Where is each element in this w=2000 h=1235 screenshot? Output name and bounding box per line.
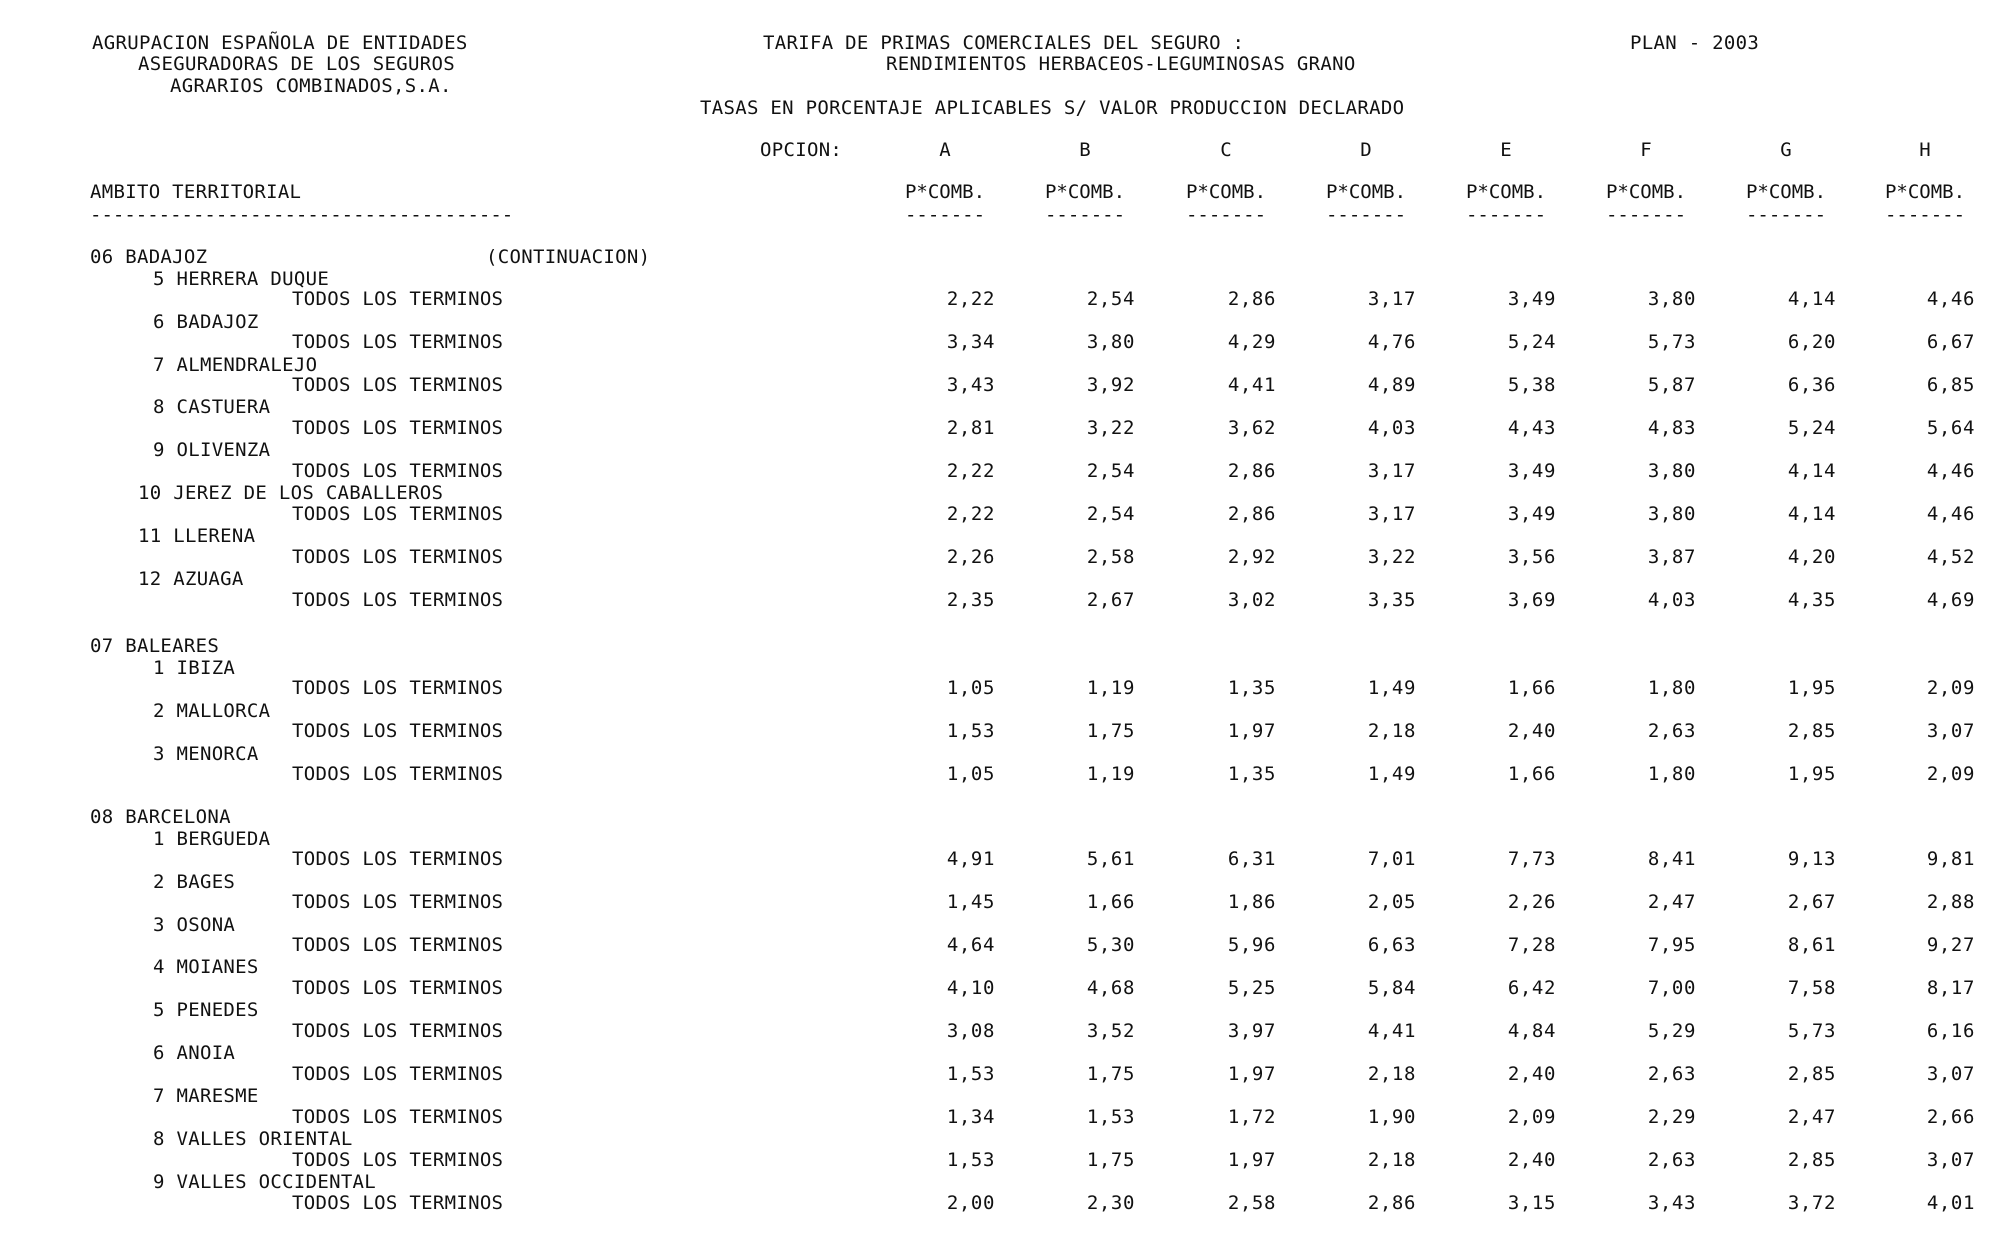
rate-cell: 2,66 bbox=[1926, 1105, 1975, 1128]
column-header-pcomb: P*COMB. bbox=[904, 181, 986, 203]
comarca-name: 7 ALMENDRALEJO bbox=[153, 353, 318, 376]
rate-cell: 6,67 bbox=[1926, 331, 1975, 354]
rate-cell: 3,07 bbox=[1926, 1062, 1975, 1085]
comarca-name: 2 BAGES bbox=[153, 870, 236, 893]
rate-cell: 4,14 bbox=[1787, 460, 1836, 482]
column-header-pcomb: P*COMB. bbox=[1884, 181, 1966, 203]
rate-cell: 2,29 bbox=[1647, 1105, 1696, 1128]
terms-label: TODOS LOS TERMINOS bbox=[292, 1062, 504, 1085]
column-underline: ------- bbox=[1884, 204, 1966, 226]
rate-cell: 2,05 bbox=[1367, 891, 1416, 914]
option-b-header: B bbox=[1079, 139, 1091, 161]
terms-label: TODOS LOS TERMINOS bbox=[292, 417, 504, 440]
plan-label: PLAN - 2003 bbox=[1630, 32, 1760, 54]
terms-label: TODOS LOS TERMINOS bbox=[292, 934, 504, 957]
rate-cell: 5,24 bbox=[1507, 331, 1556, 354]
terms-label: TODOS LOS TERMINOS bbox=[292, 891, 504, 914]
province-heading: 07 BALEARES bbox=[90, 635, 220, 657]
terms-label: TODOS LOS TERMINOS bbox=[292, 720, 504, 743]
document-title: TARIFA DE PRIMAS COMERCIALES DEL SEGURO : bbox=[763, 32, 1245, 54]
rate-cell: 3,07 bbox=[1926, 1148, 1975, 1171]
rate-cell: 2,85 bbox=[1787, 720, 1836, 743]
rate-cell: 5,73 bbox=[1647, 331, 1696, 354]
rate-cell: 1,53 bbox=[946, 1062, 995, 1085]
comarca-name: 3 MENORCA bbox=[153, 742, 259, 765]
document-subtitle: TASAS EN PORCENTAJE APLICABLES S/ VALOR PRODUCCION DECLARADO bbox=[700, 97, 1405, 119]
rate-cell: 4,03 bbox=[1367, 417, 1416, 440]
rate-cell: 8,41 bbox=[1647, 848, 1696, 871]
comarca-name: 3 OSONA bbox=[153, 913, 236, 936]
rate-cell: 3,07 bbox=[1926, 720, 1975, 743]
rate-cell: 4,64 bbox=[946, 934, 995, 957]
column-underline: ------- bbox=[1044, 204, 1126, 226]
rate-cell: 5,24 bbox=[1787, 417, 1836, 440]
column-underline: ------- bbox=[1745, 204, 1827, 226]
rate-cell: 1,75 bbox=[1086, 1062, 1135, 1085]
column-header-pcomb: P*COMB. bbox=[1745, 181, 1827, 203]
terms-label: TODOS LOS TERMINOS bbox=[292, 763, 504, 786]
rate-cell: 6,36 bbox=[1787, 374, 1836, 397]
rate-cell: 6,85 bbox=[1926, 374, 1975, 397]
comarca-name: 5 PENEDES bbox=[153, 999, 259, 1022]
rate-cell: 4,14 bbox=[1787, 288, 1836, 311]
rate-cell: 1,66 bbox=[1086, 891, 1135, 914]
rate-cell: 1,35 bbox=[1227, 763, 1276, 786]
rate-cell: 3,80 bbox=[1647, 288, 1696, 311]
org-name-line1: AGRUPACION ESPAÑOLA DE ENTIDADES bbox=[92, 32, 468, 54]
rate-cell: 2,58 bbox=[1227, 1191, 1276, 1214]
comarca-name: 6 BADAJOZ bbox=[153, 310, 259, 333]
rate-cell: 4,10 bbox=[946, 977, 995, 1000]
rate-cell: 4,83 bbox=[1647, 417, 1696, 440]
rate-cell: 2,86 bbox=[1227, 502, 1276, 525]
rate-cell: 4,84 bbox=[1507, 1020, 1556, 1042]
terms-label: TODOS LOS TERMINOS bbox=[292, 848, 504, 871]
rate-cell: 1,95 bbox=[1787, 763, 1836, 786]
column-underline: ------- bbox=[1185, 204, 1267, 226]
province-heading: 08 BARCELONA bbox=[90, 806, 231, 828]
rate-cell: 2,54 bbox=[1086, 288, 1135, 311]
option-g-header: G bbox=[1780, 139, 1792, 161]
option-e-header: E bbox=[1500, 139, 1512, 161]
rate-cell: 2,09 bbox=[1926, 677, 1975, 700]
rate-cell: 6,16 bbox=[1926, 1020, 1975, 1042]
terms-label: TODOS LOS TERMINOS bbox=[292, 677, 504, 700]
rate-cell: 9,27 bbox=[1926, 934, 1975, 957]
comarca-name: 1 BERGUEDA bbox=[153, 827, 271, 850]
terms-label: TODOS LOS TERMINOS bbox=[292, 460, 504, 482]
comarca-name: 5 HERRERA DUQUE bbox=[153, 267, 330, 290]
rate-cell: 3,80 bbox=[1647, 460, 1696, 482]
rate-cell: 2,63 bbox=[1647, 1148, 1696, 1171]
rate-cell: 2,22 bbox=[946, 460, 995, 482]
rate-cell: 5,25 bbox=[1227, 977, 1276, 1000]
rate-cell: 1,97 bbox=[1227, 1062, 1276, 1085]
rate-cell: 2,26 bbox=[946, 545, 995, 568]
rate-cell: 5,38 bbox=[1507, 374, 1556, 397]
rate-cell: 7,73 bbox=[1507, 848, 1556, 871]
rate-cell: 4,35 bbox=[1787, 588, 1836, 611]
rate-cell: 4,29 bbox=[1227, 331, 1276, 354]
rate-cell: 2,40 bbox=[1507, 1062, 1556, 1085]
rate-cell: 3,17 bbox=[1367, 460, 1416, 482]
rate-cell: 7,28 bbox=[1507, 934, 1556, 957]
terms-label: TODOS LOS TERMINOS bbox=[292, 502, 504, 525]
rate-cell: 3,17 bbox=[1367, 288, 1416, 311]
comarca-name: 9 OLIVENZA bbox=[153, 439, 271, 462]
rate-cell: 5,96 bbox=[1227, 934, 1276, 957]
column-underline: ------- bbox=[1325, 204, 1407, 226]
option-h-header: H bbox=[1919, 139, 1931, 161]
rate-cell: 1,53 bbox=[946, 720, 995, 743]
rate-cell: 4,41 bbox=[1227, 374, 1276, 397]
rate-cell: 2,54 bbox=[1086, 502, 1135, 525]
terms-label: TODOS LOS TERMINOS bbox=[292, 1191, 504, 1214]
rate-cell: 1,05 bbox=[946, 677, 995, 700]
rate-cell: 1,49 bbox=[1367, 763, 1416, 786]
rate-cell: 6,31 bbox=[1227, 848, 1276, 871]
rate-cell: 6,20 bbox=[1787, 331, 1836, 354]
rate-cell: 3,49 bbox=[1507, 460, 1556, 482]
rate-cell: 9,81 bbox=[1926, 848, 1975, 871]
terms-label: TODOS LOS TERMINOS bbox=[292, 374, 504, 397]
rate-cell: 6,42 bbox=[1507, 977, 1556, 1000]
rate-cell: 2,86 bbox=[1367, 1191, 1416, 1214]
org-name-line2: ASEGURADORAS DE LOS SEGUROS bbox=[138, 53, 455, 75]
rate-cell: 7,01 bbox=[1367, 848, 1416, 871]
ambito-territorial-header: AMBITO TERRITORIAL bbox=[90, 181, 302, 203]
rate-cell: 2,63 bbox=[1647, 1062, 1696, 1085]
rate-cell: 2,67 bbox=[1787, 891, 1836, 914]
rate-cell: 3,43 bbox=[1647, 1191, 1696, 1214]
rate-cell: 1,45 bbox=[946, 891, 995, 914]
rate-cell: 3,02 bbox=[1227, 588, 1276, 611]
rate-cell: 1,66 bbox=[1507, 677, 1556, 700]
rate-cell: 3,56 bbox=[1507, 545, 1556, 568]
rate-cell: 1,86 bbox=[1227, 891, 1276, 914]
rate-cell: 1,75 bbox=[1086, 720, 1135, 743]
rate-cell: 6,63 bbox=[1367, 934, 1416, 957]
column-header-pcomb: P*COMB. bbox=[1325, 181, 1407, 203]
rate-cell: 3,69 bbox=[1507, 588, 1556, 611]
rate-cell: 4,46 bbox=[1926, 502, 1975, 525]
rate-cell: 2,47 bbox=[1787, 1105, 1836, 1128]
rate-cell: 4,20 bbox=[1787, 545, 1836, 568]
rate-cell: 4,43 bbox=[1507, 417, 1556, 440]
terms-label: TODOS LOS TERMINOS bbox=[292, 977, 504, 1000]
rate-cell: 8,17 bbox=[1926, 977, 1975, 1000]
rate-cell: 1,05 bbox=[946, 763, 995, 786]
org-name-line3: AGRARIOS COMBINADOS,S.A. bbox=[170, 75, 452, 97]
rate-cell: 2,00 bbox=[946, 1191, 995, 1214]
rate-cell: 3,92 bbox=[1086, 374, 1135, 397]
rate-cell: 5,61 bbox=[1086, 848, 1135, 871]
rate-cell: 2,22 bbox=[946, 288, 995, 311]
rate-cell: 3,49 bbox=[1507, 288, 1556, 311]
rate-cell: 3,97 bbox=[1227, 1020, 1276, 1042]
rate-cell: 4,03 bbox=[1647, 588, 1696, 611]
rate-cell: 1,34 bbox=[946, 1105, 995, 1128]
terms-label: TODOS LOS TERMINOS bbox=[292, 1105, 504, 1128]
comarca-name: 8 VALLES ORIENTAL bbox=[153, 1128, 353, 1151]
comarca-name: 10 JEREZ DE LOS CABALLEROS bbox=[138, 482, 444, 505]
rate-cell: 2,47 bbox=[1647, 891, 1696, 914]
comarca-name: 4 MOIANES bbox=[153, 956, 259, 979]
rate-cell: 1,49 bbox=[1367, 677, 1416, 700]
rate-cell: 2,22 bbox=[946, 502, 995, 525]
rate-cell: 3,87 bbox=[1647, 545, 1696, 568]
rate-cell: 2,09 bbox=[1507, 1105, 1556, 1128]
rate-cell: 1,80 bbox=[1647, 677, 1696, 700]
rate-cell: 1,97 bbox=[1227, 1148, 1276, 1171]
rate-cell: 1,53 bbox=[1086, 1105, 1135, 1128]
rate-cell: 8,61 bbox=[1787, 934, 1836, 957]
comarca-name: 7 MARESME bbox=[153, 1085, 259, 1108]
province-heading: 06 BADAJOZ bbox=[90, 246, 208, 268]
terms-label: TODOS LOS TERMINOS bbox=[292, 545, 504, 568]
comarca-name: 2 MALLORCA bbox=[153, 699, 271, 722]
rate-cell: 2,40 bbox=[1507, 1148, 1556, 1171]
rate-cell: 3,22 bbox=[1086, 417, 1135, 440]
rate-cell: 2,85 bbox=[1787, 1062, 1836, 1085]
option-d-header: D bbox=[1360, 139, 1372, 161]
rate-cell: 2,86 bbox=[1227, 288, 1276, 311]
rate-cell: 2,35 bbox=[946, 588, 995, 611]
rate-cell: 4,46 bbox=[1926, 460, 1975, 482]
rate-cell: 4,69 bbox=[1926, 588, 1975, 611]
option-c-header: C bbox=[1220, 139, 1232, 161]
rate-cell: 2,67 bbox=[1086, 588, 1135, 611]
rate-cell: 2,54 bbox=[1086, 460, 1135, 482]
rate-cell: 2,85 bbox=[1787, 1148, 1836, 1171]
rate-cell: 2,63 bbox=[1647, 720, 1696, 743]
terms-label: TODOS LOS TERMINOS bbox=[292, 288, 504, 311]
rate-cell: 3,08 bbox=[946, 1020, 995, 1042]
document-title-line2: RENDIMIENTOS HERBACEOS-LEGUMINOSAS GRANO bbox=[886, 53, 1356, 75]
rate-cell: 4,91 bbox=[946, 848, 995, 871]
rate-cell: 2,26 bbox=[1507, 891, 1556, 914]
rate-cell: 2,40 bbox=[1507, 720, 1556, 743]
column-header-pcomb: P*COMB. bbox=[1605, 181, 1687, 203]
rate-cell: 2,09 bbox=[1926, 763, 1975, 786]
rate-cell: 5,84 bbox=[1367, 977, 1416, 1000]
rate-cell: 7,95 bbox=[1647, 934, 1696, 957]
terms-label: TODOS LOS TERMINOS bbox=[292, 588, 504, 611]
rate-cell: 3,80 bbox=[1647, 502, 1696, 525]
rate-cell: 3,35 bbox=[1367, 588, 1416, 611]
rate-cell: 4,68 bbox=[1086, 977, 1135, 1000]
rate-cell: 3,49 bbox=[1507, 502, 1556, 525]
terms-label: TODOS LOS TERMINOS bbox=[292, 331, 504, 354]
rate-cell: 1,19 bbox=[1086, 677, 1135, 700]
rate-cell: 1,35 bbox=[1227, 677, 1276, 700]
rate-cell: 3,17 bbox=[1367, 502, 1416, 525]
rate-cell: 3,72 bbox=[1787, 1191, 1836, 1214]
rate-cell: 1,75 bbox=[1086, 1148, 1135, 1171]
rate-cell: 2,86 bbox=[1227, 460, 1276, 482]
terms-label: TODOS LOS TERMINOS bbox=[292, 1148, 504, 1171]
column-header-pcomb: P*COMB. bbox=[1185, 181, 1267, 203]
rate-cell: 5,30 bbox=[1086, 934, 1135, 957]
rate-cell: 4,89 bbox=[1367, 374, 1416, 397]
rate-cell: 3,15 bbox=[1507, 1191, 1556, 1214]
rate-cell: 5,29 bbox=[1647, 1020, 1696, 1042]
rate-cell: 2,92 bbox=[1227, 545, 1276, 568]
column-header-pcomb: P*COMB. bbox=[1044, 181, 1126, 203]
comarca-name: 8 CASTUERA bbox=[153, 396, 271, 419]
rate-cell: 5,64 bbox=[1926, 417, 1975, 440]
rate-cell: 3,62 bbox=[1227, 417, 1276, 440]
rate-cell: 4,14 bbox=[1787, 502, 1836, 525]
column-header-pcomb: P*COMB. bbox=[1465, 181, 1547, 203]
rate-cell: 5,73 bbox=[1787, 1020, 1836, 1042]
continuation-label: (CONTINUACION) bbox=[486, 246, 651, 268]
rate-cell: 4,46 bbox=[1926, 288, 1975, 311]
comarca-name: 6 ANOIA bbox=[153, 1042, 236, 1065]
rate-cell: 2,30 bbox=[1086, 1191, 1135, 1214]
rate-cell: 2,18 bbox=[1367, 1062, 1416, 1085]
rate-cell: 3,34 bbox=[946, 331, 995, 354]
terms-label: TODOS LOS TERMINOS bbox=[292, 1020, 504, 1042]
option-label: OPCION: bbox=[760, 139, 843, 161]
rate-cell: 1,95 bbox=[1787, 677, 1836, 700]
rate-cell: 7,00 bbox=[1647, 977, 1696, 1000]
rate-cell: 4,76 bbox=[1367, 331, 1416, 354]
rate-cell: 1,90 bbox=[1367, 1105, 1416, 1128]
rate-cell: 4,52 bbox=[1926, 545, 1975, 568]
rate-cell: 4,01 bbox=[1926, 1191, 1975, 1214]
rate-cell: 1,72 bbox=[1227, 1105, 1276, 1128]
option-a-header: A bbox=[939, 139, 951, 161]
ambito-underline: ------------------------------------- bbox=[90, 204, 514, 226]
rate-cell: 2,18 bbox=[1367, 720, 1416, 743]
rate-cell: 3,52 bbox=[1086, 1020, 1135, 1042]
column-underline: ------- bbox=[904, 204, 986, 226]
comarca-name: 1 IBIZA bbox=[153, 656, 236, 679]
comarca-name: 12 AZUAGA bbox=[138, 568, 244, 591]
rate-cell: 1,53 bbox=[946, 1148, 995, 1171]
rate-cell: 7,58 bbox=[1787, 977, 1836, 1000]
comarca-name: 9 VALLES OCCIDENTAL bbox=[153, 1171, 377, 1194]
rate-cell: 9,13 bbox=[1787, 848, 1836, 871]
rate-cell: 2,81 bbox=[946, 417, 995, 440]
rate-cell: 4,41 bbox=[1367, 1020, 1416, 1042]
rate-cell: 2,18 bbox=[1367, 1148, 1416, 1171]
rate-cell: 1,97 bbox=[1227, 720, 1276, 743]
rate-cell: 1,19 bbox=[1086, 763, 1135, 786]
rate-cell: 2,88 bbox=[1926, 891, 1975, 914]
rate-cell: 1,80 bbox=[1647, 763, 1696, 786]
rate-cell: 3,22 bbox=[1367, 545, 1416, 568]
rate-cell: 3,80 bbox=[1086, 331, 1135, 354]
option-f-header: F bbox=[1640, 139, 1652, 161]
comarca-name: 11 LLERENA bbox=[138, 525, 256, 548]
column-underline: ------- bbox=[1605, 204, 1687, 226]
column-underline: ------- bbox=[1465, 204, 1547, 226]
rate-cell: 3,43 bbox=[946, 374, 995, 397]
rate-cell: 1,66 bbox=[1507, 763, 1556, 786]
rate-cell: 5,87 bbox=[1647, 374, 1696, 397]
rate-cell: 2,58 bbox=[1086, 545, 1135, 568]
